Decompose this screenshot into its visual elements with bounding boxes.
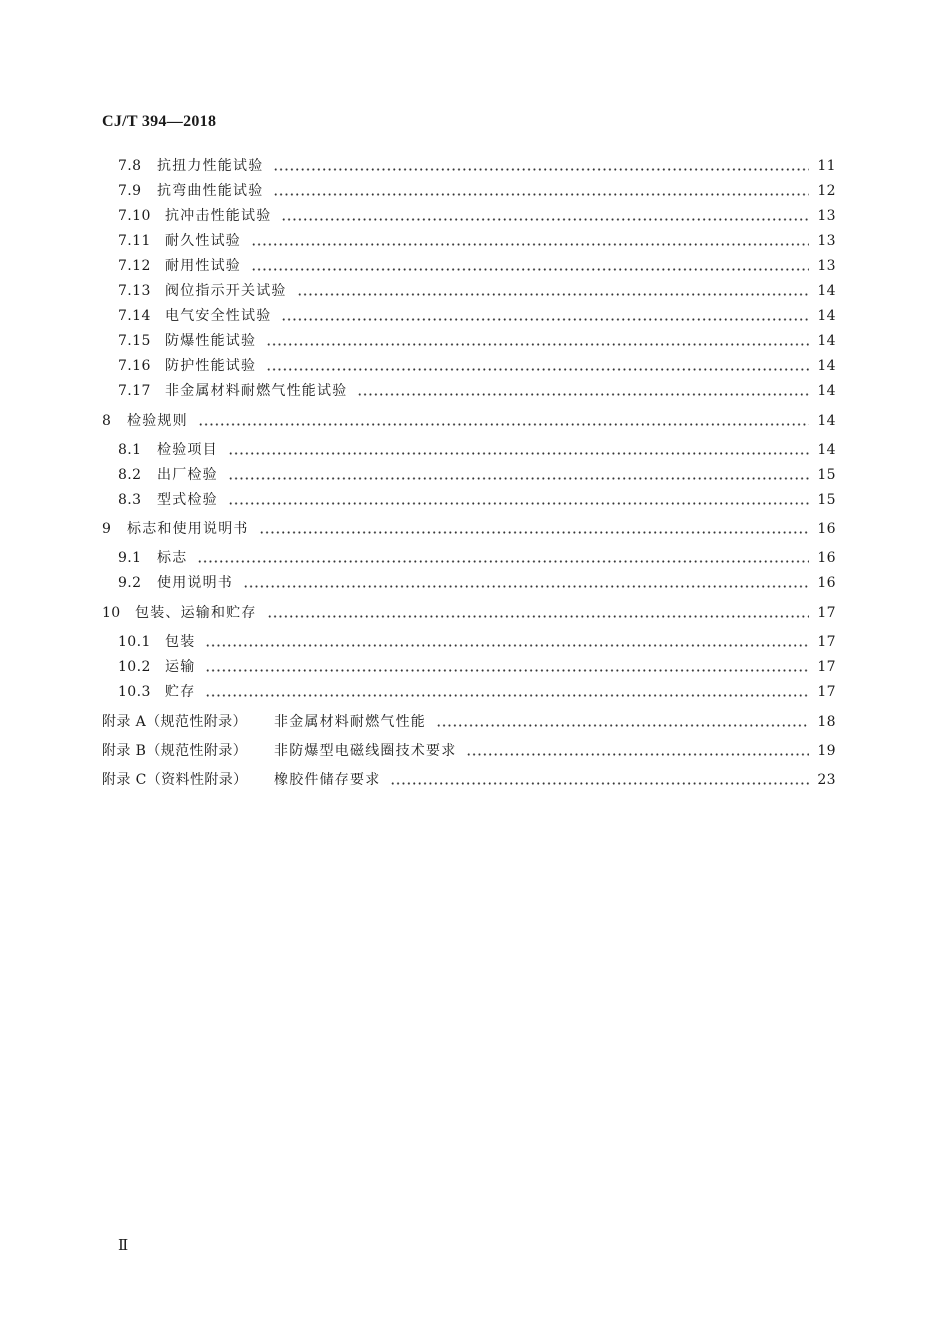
- dot-leader: [357, 393, 809, 396]
- toc-entry-title: 运输: [165, 659, 196, 675]
- dot-leader: [273, 168, 809, 171]
- toc-entry-title: 标志: [157, 550, 188, 566]
- dot-leader: [266, 368, 809, 371]
- toc-entry-page: 18: [817, 714, 836, 730]
- toc-entry-title: 标志和使用说明书: [127, 521, 249, 537]
- toc-entry-page: 13: [817, 233, 836, 249]
- toc-appendix-entry[interactable]: [102, 769, 836, 791]
- dot-leader: [281, 318, 809, 321]
- toc-entry-page: 16: [817, 521, 836, 537]
- toc-entry-title: 抗弯曲性能试验: [157, 183, 264, 199]
- toc-entry-title: 包装: [165, 634, 196, 650]
- toc-entry-title: 非防爆型电磁线圈技术要求: [274, 743, 457, 759]
- document-header: CJ/T 394—2018: [102, 113, 217, 130]
- toc-section-entry[interactable]: [118, 380, 836, 402]
- toc-entry-title: 非金属材料耐燃气性能试验: [165, 383, 348, 399]
- toc-section-entry[interactable]: [118, 230, 836, 252]
- toc-entry-number: 7.11: [118, 233, 151, 249]
- toc-section-entry[interactable]: [118, 280, 836, 302]
- toc-entry-number: 10: [102, 605, 121, 621]
- toc-entry-title: 橡胶件储存要求: [274, 772, 381, 788]
- toc-entry-number: 7.13: [118, 283, 151, 299]
- toc-entry-number: 7.9: [118, 183, 142, 199]
- dot-leader: [259, 531, 810, 534]
- toc-entry-page: 16: [817, 550, 836, 566]
- toc-entry-page: 14: [817, 283, 836, 299]
- toc-section-entry[interactable]: [118, 656, 836, 678]
- toc-entry-page: 14: [817, 383, 836, 399]
- dot-leader: [267, 615, 810, 618]
- dot-leader: [436, 724, 809, 727]
- dot-leader: [197, 560, 809, 563]
- toc-entry-page: 17: [817, 684, 836, 700]
- toc-entry-number: 9.1: [118, 550, 142, 566]
- toc-entry-page: 14: [817, 442, 836, 458]
- toc-entry-page: 14: [817, 308, 836, 324]
- toc-entry-title: 出厂检验: [157, 467, 218, 483]
- dot-leader: [390, 782, 809, 785]
- toc-entry-number: 附录 B（规范性附录）: [102, 743, 248, 759]
- toc-section-entry[interactable]: [118, 330, 836, 352]
- toc-section-entry[interactable]: [118, 681, 836, 703]
- page-number: Ⅱ: [118, 1238, 129, 1254]
- toc-entry-number: 7.16: [118, 358, 151, 374]
- toc-section-entry[interactable]: [118, 180, 836, 202]
- toc-entry-page: 13: [817, 258, 836, 274]
- toc-entry-number: 7.10: [118, 208, 151, 224]
- toc-entry-page: 19: [817, 743, 836, 759]
- toc-entry-title: 贮存: [165, 684, 196, 700]
- toc-entry-page: 13: [817, 208, 836, 224]
- toc-entry-title: 耐用性试验: [165, 258, 241, 274]
- dot-leader: [266, 343, 809, 346]
- toc-appendix-entry[interactable]: [102, 711, 836, 733]
- toc-entry-title: 阀位指示开关试验: [165, 283, 287, 299]
- toc-entry-number: 10.2: [118, 659, 151, 675]
- toc-section-entry[interactable]: [118, 205, 836, 227]
- dot-leader: [297, 293, 810, 296]
- toc-entry-page: 14: [817, 413, 836, 429]
- toc-entry-title: 检验规则: [127, 413, 188, 429]
- toc-section-entry[interactable]: [118, 489, 836, 511]
- dot-leader: [251, 243, 809, 246]
- toc-chapter-entry[interactable]: [102, 410, 836, 432]
- toc-entry-number: 7.15: [118, 333, 151, 349]
- toc-entry-number: 10.1: [118, 634, 151, 650]
- toc-section-entry[interactable]: [118, 255, 836, 277]
- dot-leader: [205, 644, 809, 647]
- toc-entry-number: 7.8: [118, 158, 142, 174]
- toc-entry-number: 8.3: [118, 492, 142, 508]
- toc-entry-page: 17: [817, 659, 836, 675]
- toc-entry-title: 防护性能试验: [165, 358, 257, 374]
- toc-entry-title: 型式检验: [157, 492, 218, 508]
- toc-entry-page: 17: [817, 634, 836, 650]
- toc-entry-page: 14: [817, 358, 836, 374]
- toc-chapter-entry[interactable]: [102, 602, 836, 624]
- toc-entry-number: 附录 C（资料性附录）: [102, 772, 248, 788]
- toc-entry-title: 包装、运输和贮存: [135, 605, 257, 621]
- toc-entry-number: 附录 A（规范性附录）: [102, 714, 247, 730]
- dot-leader: [466, 753, 809, 756]
- toc-section-entry[interactable]: [118, 355, 836, 377]
- toc-section-entry[interactable]: [118, 155, 836, 177]
- dot-leader: [228, 452, 810, 455]
- toc-appendix-entry[interactable]: [102, 740, 836, 762]
- toc-entry-page: 14: [817, 333, 836, 349]
- dot-leader: [205, 669, 809, 672]
- toc-entry-page: 15: [817, 492, 836, 508]
- dot-leader: [251, 268, 809, 271]
- toc-entry-number: 7.17: [118, 383, 151, 399]
- toc-entry-number: 10.3: [118, 684, 151, 700]
- toc-section-entry[interactable]: [118, 305, 836, 327]
- toc-entry-title: 抗扭力性能试验: [157, 158, 264, 174]
- dot-leader: [281, 218, 809, 221]
- toc-entry-title: 非金属材料耐燃气性能: [274, 714, 426, 730]
- toc-entry-number: 9.2: [118, 575, 142, 591]
- dot-leader: [228, 477, 810, 480]
- dot-leader: [243, 585, 809, 588]
- toc-entry-number: 9: [102, 521, 112, 537]
- toc-section-entry[interactable]: [118, 439, 836, 461]
- toc-entry-number: 7.12: [118, 258, 151, 274]
- toc-entry-title: 使用说明书: [157, 575, 233, 591]
- toc-entry-page: 12: [817, 183, 836, 199]
- toc-entry-title: 耐久性试验: [165, 233, 241, 249]
- toc-entry-number: 8.2: [118, 467, 142, 483]
- dot-leader: [205, 694, 809, 697]
- toc-section-entry[interactable]: [118, 547, 836, 569]
- toc-entry-title: 检验项目: [157, 442, 218, 458]
- toc-chapter-entry[interactable]: [102, 518, 836, 540]
- toc-entry-page: 16: [817, 575, 836, 591]
- toc-entry-number: 7.14: [118, 308, 151, 324]
- toc-entry-page: 17: [817, 605, 836, 621]
- toc-entry-title: 抗冲击性能试验: [165, 208, 272, 224]
- toc-section-entry[interactable]: [118, 464, 836, 486]
- toc-entry-number: 8: [102, 413, 112, 429]
- toc-entry-page: 11: [817, 158, 836, 174]
- dot-leader: [228, 502, 810, 505]
- toc-entry-page: 15: [817, 467, 836, 483]
- toc-entry-page: 23: [817, 772, 836, 788]
- toc-section-entry[interactable]: [118, 572, 836, 594]
- dot-leader: [198, 423, 810, 426]
- dot-leader: [273, 193, 809, 196]
- toc-entry-number: 8.1: [118, 442, 142, 458]
- toc-section-entry[interactable]: [118, 631, 836, 653]
- toc-entry-title: 电气安全性试验: [165, 308, 272, 324]
- toc-entry-title: 防爆性能试验: [165, 333, 257, 349]
